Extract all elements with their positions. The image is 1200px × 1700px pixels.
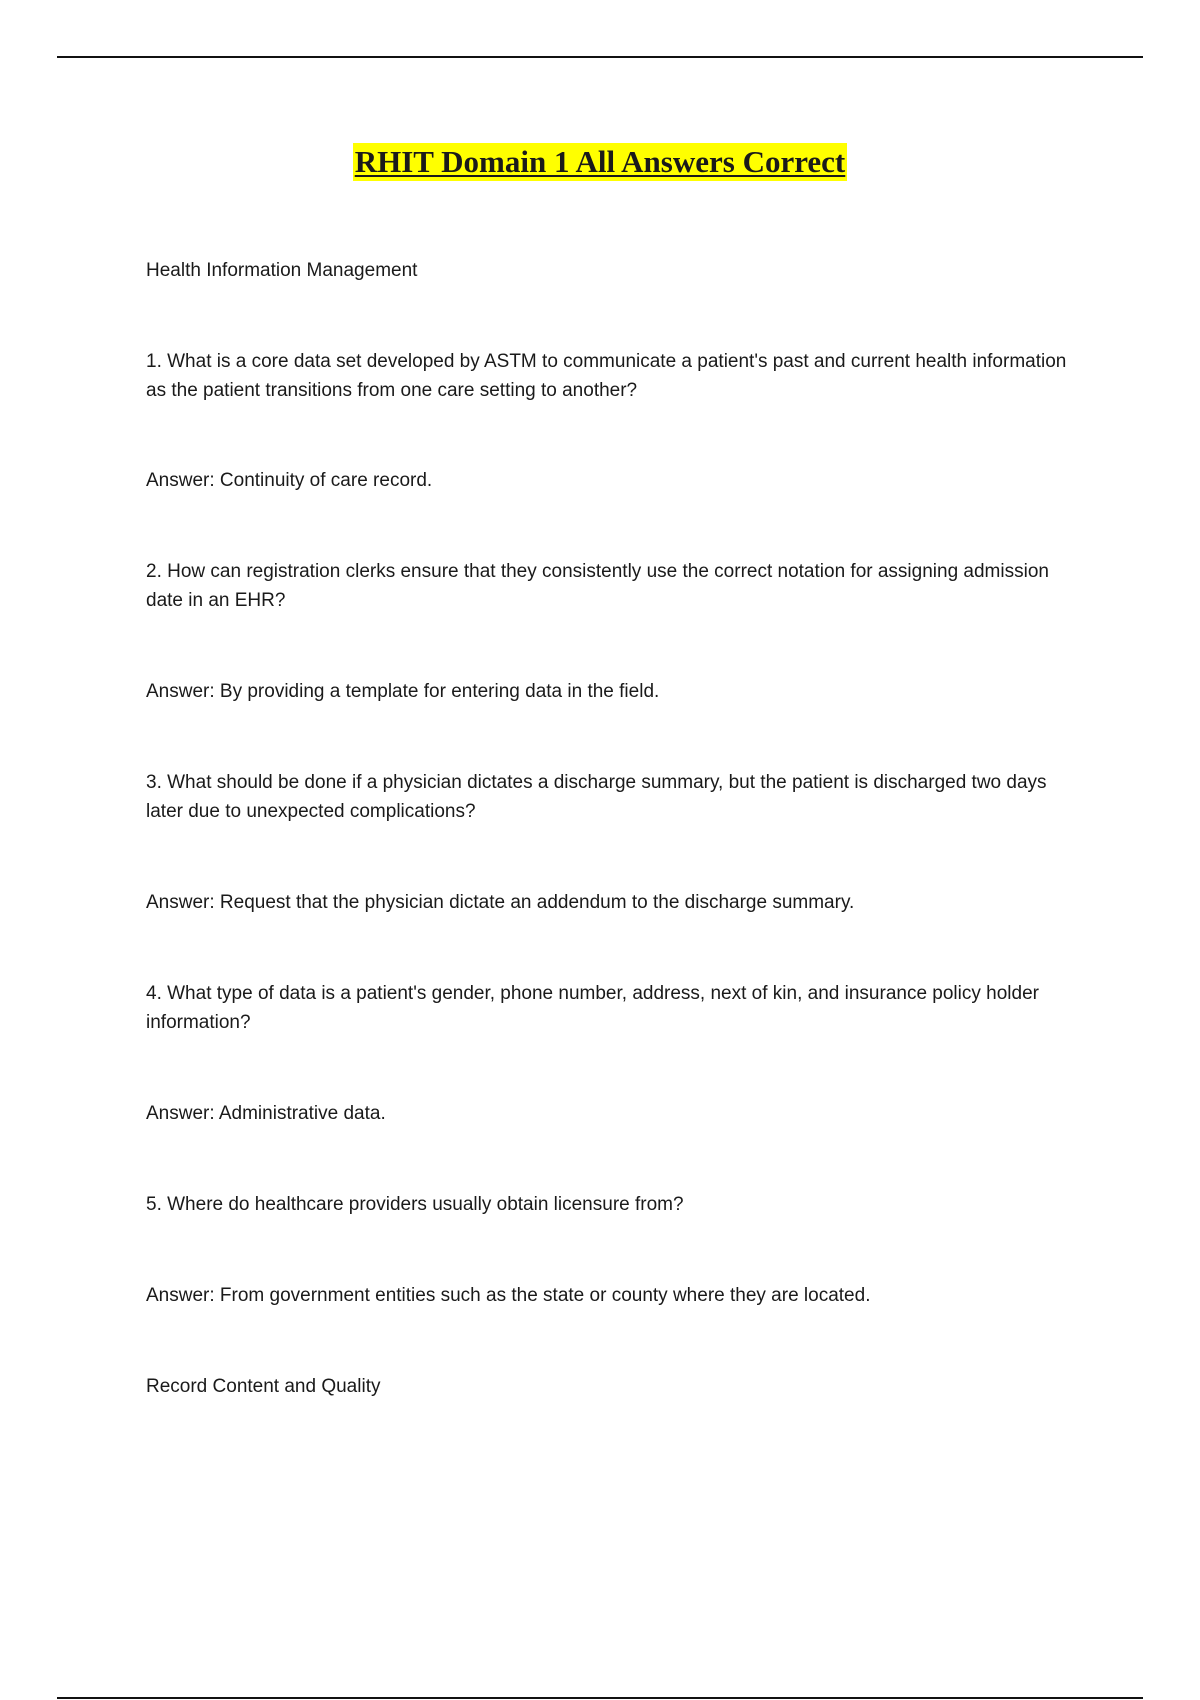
top-rule bbox=[57, 56, 1143, 58]
question-1: 1. What is a core data set developed by ASTM to communicate a patient's past and current health information as the patient transitions from one care setting to another? bbox=[146, 351, 1067, 401]
question-2: 2. How can registration clerks ensure that they consistently use the correct notation for assigning admission date in an EHR? bbox=[146, 561, 1049, 611]
answer-4: Answer: Administrative data. bbox=[146, 1103, 386, 1124]
question-5: 5. Where do healthcare providers usually obtain licensure from? bbox=[146, 1194, 684, 1215]
question-4: 4. What type of data is a patient's gender, phone number, address, next of kin, and insurance policy holder information? bbox=[146, 983, 1039, 1033]
section-heading-health-information-management: Health Information Management bbox=[146, 260, 418, 281]
title-container bbox=[0, 143, 1200, 181]
answer-3: Answer: Request that the physician dictate an addendum to the discharge summary. bbox=[146, 892, 855, 913]
question-3: 3. What should be done if a physician dictates a discharge summary, but the patient is discharged two days later due to unexpected complications? bbox=[146, 772, 1047, 822]
bottom-rule bbox=[57, 1697, 1143, 1699]
section-heading-record-content-and-quality: Record Content and Quality bbox=[146, 1376, 381, 1397]
answer-2: Answer: By providing a template for entering data in the field. bbox=[146, 681, 660, 702]
answer-5: Answer: From government entities such as the state or county where they are located. bbox=[146, 1285, 871, 1306]
answer-1: Answer: Continuity of care record. bbox=[146, 470, 433, 491]
page-title: RHIT Domain 1 All Answers Correct bbox=[354, 144, 846, 179]
